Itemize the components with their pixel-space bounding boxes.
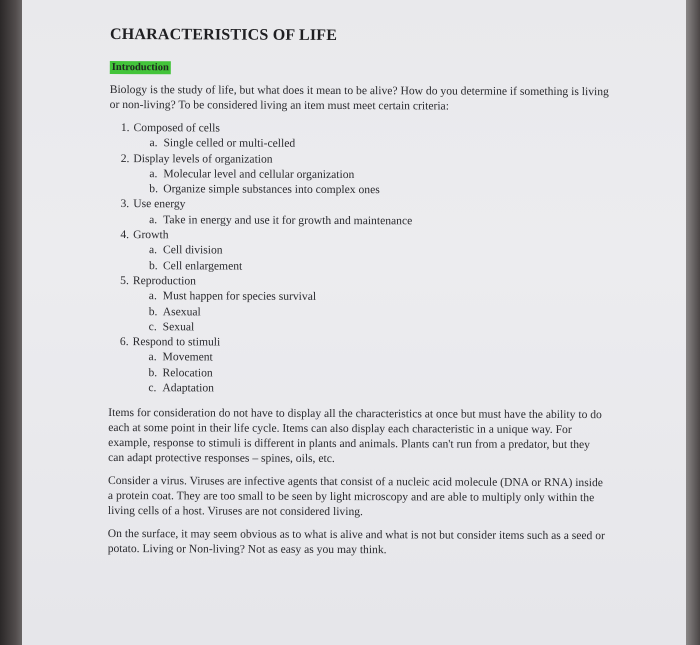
subitem-text: Must happen for species survival [162,289,317,304]
criteria-subitem [109,135,609,152]
subitem-letter: c. [148,320,157,334]
subitem-letter: b. [149,182,159,196]
subitem-letter: a. [149,212,158,226]
criteria-number: 1. [120,121,130,135]
criteria-number: 6. [119,335,129,349]
subitem-letter: c. [148,381,157,395]
criteria-number: 3. [120,197,130,211]
paragraph-conclusion: On the surface, it may seem obvious as to what is alive and what is not but consider items such as a seed or potato. Living or Non-living? Not as easy as you may think. [107,527,605,557]
introduction-heading: Introduction [110,61,171,74]
criteria-label: Reproduction [132,274,197,288]
subitem-letter: a. [148,350,157,364]
subitem-text: Movement [162,350,213,364]
subitem-text: Molecular level and cellular organization [163,167,355,181]
subitem-letter: b. [148,304,158,318]
criteria-label: Composed of cells [133,121,220,135]
screen-bezel-right [686,0,700,645]
criteria-number: 5. [120,274,129,288]
subitem-text: Asexual [162,304,201,318]
criteria-label: Respond to stimuli [132,335,221,349]
subitem-letter: a. [149,136,158,150]
subitem-text: Adaptation [162,381,214,395]
criteria-list [108,120,609,398]
paragraph-virus: Consider a virus. Viruses are infective agents that consist of a nucleic acid molecule (DNA or RNA) inside a protein coat. They are too small to be seen by light microscopy and are able to multiply only within the living cells of a host. Viruses are not considered living. [107,474,603,519]
criteria-subitem [108,380,608,397]
subitem-letter: b. [148,258,158,272]
document-page [22,0,686,645]
paragraph-characteristics: Items for consideration do not have to display all the characteristics at once but must have the ability to do each at some point in their life cycle. Items can also display each characteristic in a unique way. For example, response to stimuli is different in plants and animals. Plants can't run from a predator, but they can adapt protective responses – spines, oils, etc. [108,406,602,466]
subitem-text: Take in energy and use it for growth and maintenance [163,213,413,228]
subitem-text: Relocation [162,365,213,380]
subitem-letter: a. [148,243,158,257]
screen-bezel-left [0,0,22,645]
subitem-text: Organize simple substances into complex ones [163,182,380,197]
criteria-subitem [109,288,609,305]
document-content [108,26,610,559]
criteria-subitem [109,242,609,259]
document-title: CHARACTERISTICS OF LIFE [109,26,338,44]
criteria-label: Use energy [133,197,186,211]
intro-paragraph: Biology is the study of life, but what does it mean to be alive? How do you determine if something is living or non-living? To be considered living an item must meet certain criteria: [109,82,609,113]
criteria-label: Growth [133,228,169,242]
criteria-subitem [109,349,609,366]
criteria-label: Display levels of organization [133,151,273,166]
subitem-text: Cell division [162,243,223,257]
subitem-text: Single celled or multi-celled [163,136,296,151]
criteria-number: 2. [120,151,130,165]
criteria-number: 4. [120,228,130,242]
subitem-text: Cell enlargement [162,258,243,273]
criteria-subitem [109,212,609,229]
subitem-text: Sexual [162,320,195,334]
subitem-letter: a. [149,167,158,181]
subitem-letter: a. [148,289,157,303]
subitem-letter: b. [148,365,158,379]
